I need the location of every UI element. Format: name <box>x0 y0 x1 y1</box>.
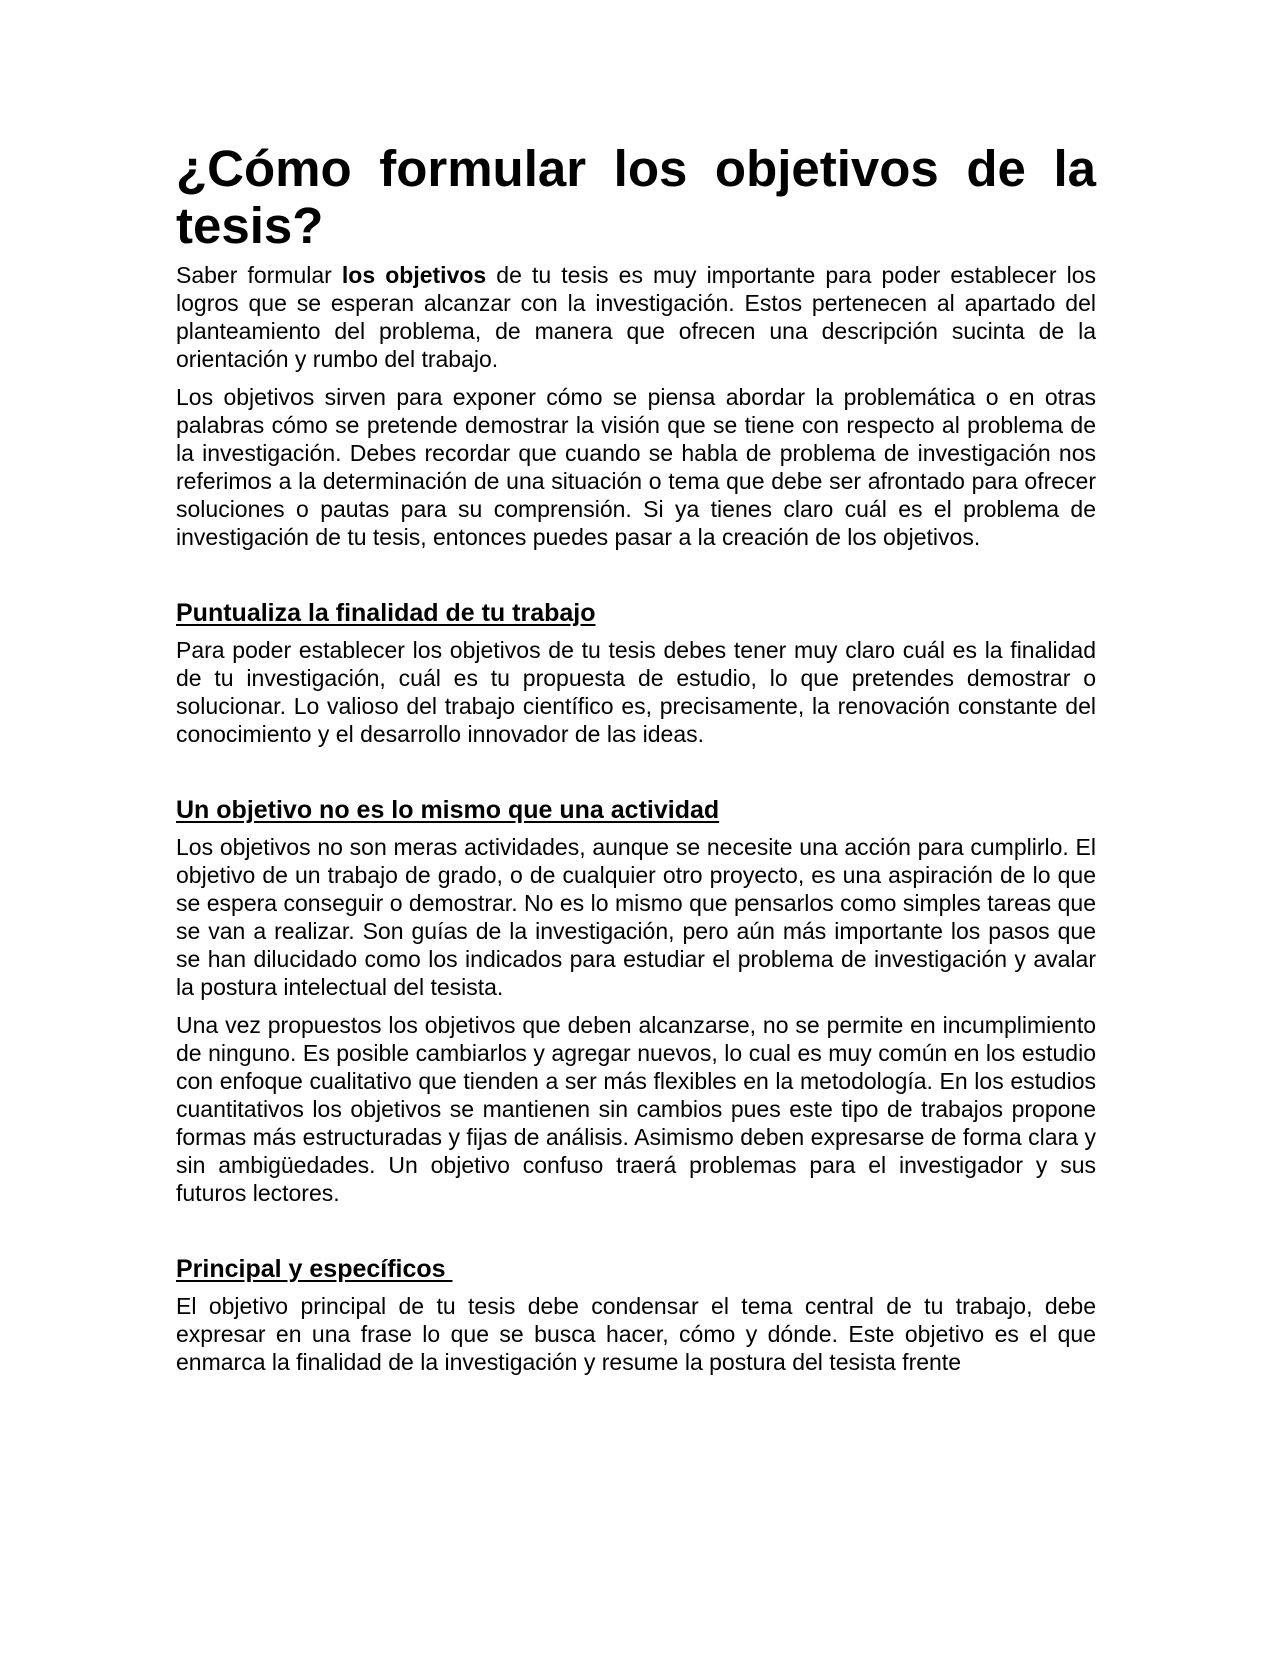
intro-text-rest: de tu tesis es muy importante para poder establecer los logros que se esperan alcanzar con la investigación. Estos pertenecen al apartado del planteamiento del problema, de manera que ofrecen una descripción sucinta de la orientación y rumbo del trabajo. <box>176 262 1096 372</box>
section-heading-finalidad: Puntualiza la finalidad de tu trabajo <box>176 599 596 627</box>
section-2-paragraph-2: Una vez propuestos los objetivos que deben alcanzarse, no se permite en incumplimiento de ninguno. Es posible cambiarlos y agregar nuevos, lo cual es muy común en los estudio con enfoque cualitativo que tienden a ser más flexibles en la metodología. En los estudios cuantitativos los objetivos se mantienen sin cambios pues este tipo de trabajos propone formas más estructuradas y fijas de análisis. Asimismo deben expresarse de forma clara y sin ambigüedades. Un objetivo confuso traerá problemas para el investigador y sus futuros lectores. <box>176 1012 1096 1206</box>
section-heading-principal-especificos: Principal y específicos <box>176 1255 453 1283</box>
intro-paragraph-2: Los objetivos sirven para exponer cómo se piensa abordar la problemática o en otras palabras cómo se pretende demostrar la visión que se tiene con respecto al problema de la investigación. Debes recordar que cuando se habla de problema de investigación nos referimos a la determinación de una situación o tema que debe ser afrontado para ofrecer soluciones o pautas para su comprensión. Si ya tienes claro cuál es el problema de investigación de tu tesis, entonces puedes pasar a la creación de los objetivos. <box>176 384 1096 550</box>
section-3-paragraph-1: El objetivo principal de tu tesis debe condensar el tema central de tu trabajo, debe expresar en una frase lo que se busca hacer, cómo y dónde. Este objetivo es el que enmarca la finalidad de la investigación y resume la postura del tesista frente <box>176 1293 1096 1375</box>
section-2-paragraph-1: Los objetivos no son meras actividades, aunque se necesite una acción para cumplirlo. El objetivo de un trabajo de grado, o de cualquier otro proyecto, es una aspiración de lo que se espera conseguir o demostrar. No es lo mismo que pensarlos como simples tareas que se van a realizar. Son guías de la investigación, pero aún más importante los pasos que se han dilucidado como los indicados para estudiar el problema de investigación y avalar la postura intelectual del tesista. <box>176 834 1096 1000</box>
document-page <box>176 140 1096 1376</box>
intro-paragraph-1 <box>176 261 1096 373</box>
section-heading-objetivo-actividad: Un objetivo no es lo mismo que una actividad <box>176 796 720 824</box>
section-1-paragraph-1: Para poder establecer los objetivos de tu tesis debes tener muy claro cuál es la finalidad de tu investigación, cuál es tu propuesta de estudio, lo que pretendes demostrar o solucionar. Lo valioso del trabajo científico es, precisamente, la renovación constante del conocimiento y el desarrollo innovador de las ideas. <box>176 637 1096 747</box>
page-title: ¿Cómo formular los objetivos de la tesis? <box>176 140 1096 254</box>
intro-text-lead: Saber formular <box>176 262 342 288</box>
intro-bold-term: los objetivos <box>341 262 487 288</box>
